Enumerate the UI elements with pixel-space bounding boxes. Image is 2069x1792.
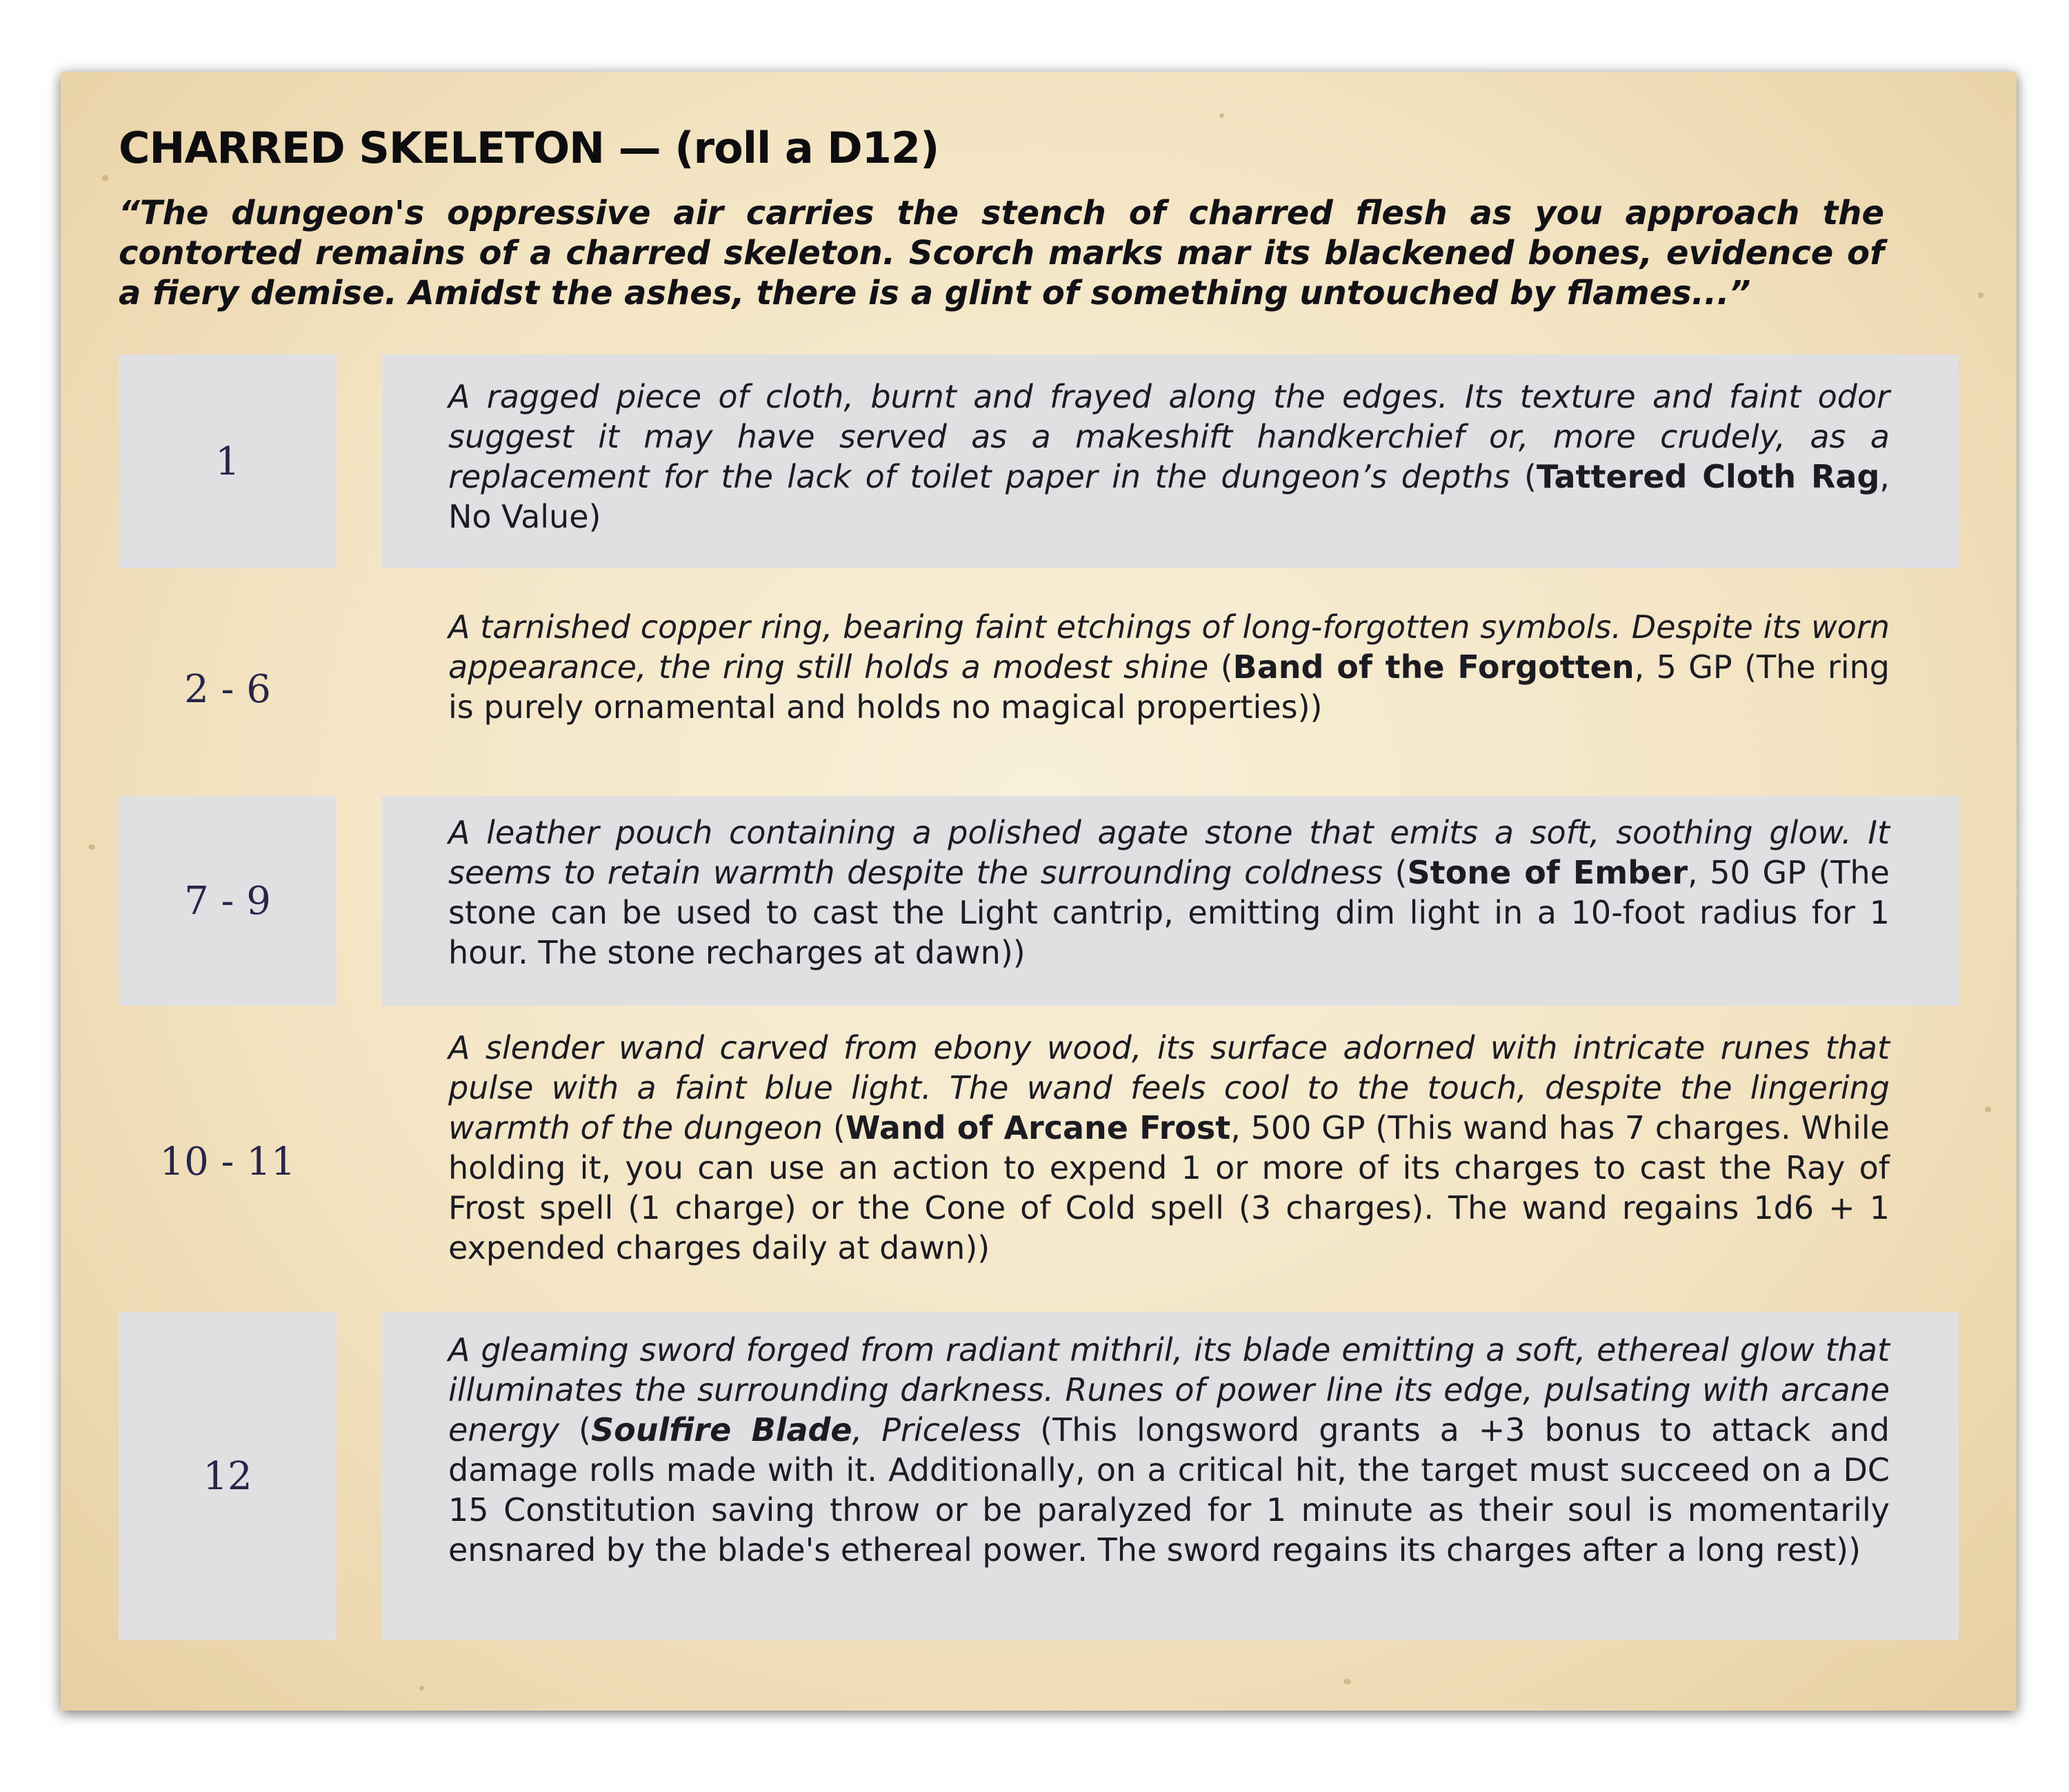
roll-cell [119,355,337,568]
parchment-speck [1343,1679,1351,1684]
separator: , [1230,1109,1251,1146]
item-details: (The stone can be used to cast the Light cantrip, emitting dim light in a 10-foot radius for 1 hour. The stone recharges at dawn)) [448,854,1890,971]
table-row [119,1017,1959,1306]
roll-cell [119,796,337,1006]
roll-value: 10 - 11 [159,1139,296,1184]
result-cell [382,796,1959,1006]
item-details: ) [588,498,601,535]
item-value: 500 GP [1250,1109,1366,1146]
result-description [448,813,1890,973]
page-title: CHARRED SKELETON — (roll a D12) [119,123,939,173]
flavor-text: A gleaming sword forged from radiant mithril, its blade emitting a soft, ethereal glow that illuminates the surrounding darkness. Runes of power line its edge, pulsating with arcane energy [448,1331,1890,1448]
table-row [119,796,1959,1006]
parchment-speck [419,1686,424,1691]
paren-open: ( [1208,648,1233,686]
paren-open: ( [1510,458,1537,495]
parchment-speck [1219,113,1224,118]
parchment-speck [88,844,95,850]
item-value: No Value [448,498,589,535]
result-cell [382,355,1959,568]
flavor-text: A leather pouch containing a polished agate stone that emits a soft, soothing glow. It seems to retain warmth despite the surrounding coldness [448,814,1890,891]
item-name: Soulfire Blade [590,1411,852,1448]
separator: , [1879,458,1890,495]
roll-value: 7 - 9 [184,878,271,924]
parchment-speck [102,175,108,181]
roll-value: 2 - 6 [184,666,271,712]
paren-open: ( [823,1109,846,1146]
table-row [119,589,1959,789]
roll-cell [119,1017,337,1306]
item-value: Priceless [881,1411,1021,1448]
table-row [119,1312,1959,1640]
separator: , [1634,648,1657,686]
parchment-speck [1985,1106,1991,1113]
flavor-text: A slender wand carved from ebony wood, its surface adorned with intricate runes that pulse with a faint blue light. The wand feels cool to the touch, despite the lingering warmth of the dungeon [448,1029,1890,1146]
result-cell [382,1312,1959,1640]
item-name: Band of the Forgotten [1232,648,1635,686]
item-value: 5 GP [1656,648,1732,686]
flavor-text: A ragged piece of cloth, burnt and frayed along the edges. Its texture and faint odor suggest it may have served as a makeshift handkerchief or, more crudely, as a replacement for the lack of toilet paper in the dungeon’s depths [448,378,1890,495]
roll-value: 1 [215,439,240,484]
parchment-page [61,72,2017,1711]
separator: , [1688,854,1710,891]
roll-cell [119,589,337,789]
result-description [448,607,1890,727]
paren-open: ( [1382,854,1408,891]
result-description [448,377,1890,537]
separator: , [852,1411,882,1448]
paren-open: ( [559,1411,591,1448]
intro-text: “The dungeon's oppressive air carries the stench of charred flesh as you approach the contorted remains of a charred skeleton. Scorch marks mar its blackened bones, evidence of a fiery demise. Amidst the ashes, there is a glint of something untouched by flames...” [119,194,1884,312]
result-description [448,1330,1890,1570]
result-cell [382,589,1959,789]
flavor-text: A tarnished copper ring, bearing faint etchings of long-forgotten symbols. Despite its worn appearance, the ring still holds a modest shine [448,608,1890,686]
table-row [119,355,1959,568]
item-details: (The ring is purely ornamental and holds no magical properties)) [448,648,1890,726]
roll-value: 12 [203,1453,252,1499]
item-value: 50 GP [1710,854,1806,891]
roll-cell [119,1312,337,1640]
item-name: Wand of Arcane Frost [845,1109,1231,1146]
parchment-speck [1978,292,1983,298]
item-details: (This wand has 7 charges. While holding it, you can use an action to expend 1 or more of its charges to cast the Ray of Frost spell (1 charge) or the Cone of Cold spell (3 charges). The wand regains 1d6 + 1 expended charges daily at dawn)) [448,1109,1890,1266]
item-name: Stone of Ember [1407,854,1688,891]
item-details: (This longsword grants a +3 bonus to attack and damage rolls made with it. Additionally, on a critical hit, the target must succeed on a DC 15 Constitution saving throw or be paralyzed for 1 minute as their soul is momentarily ensnared by the blade's ethereal power. The sword regains its charges after a long rest)) [448,1411,1890,1569]
result-cell [382,1017,1959,1306]
item-name: Tattered Cloth Rag [1537,458,1880,495]
result-description [448,1028,1890,1268]
